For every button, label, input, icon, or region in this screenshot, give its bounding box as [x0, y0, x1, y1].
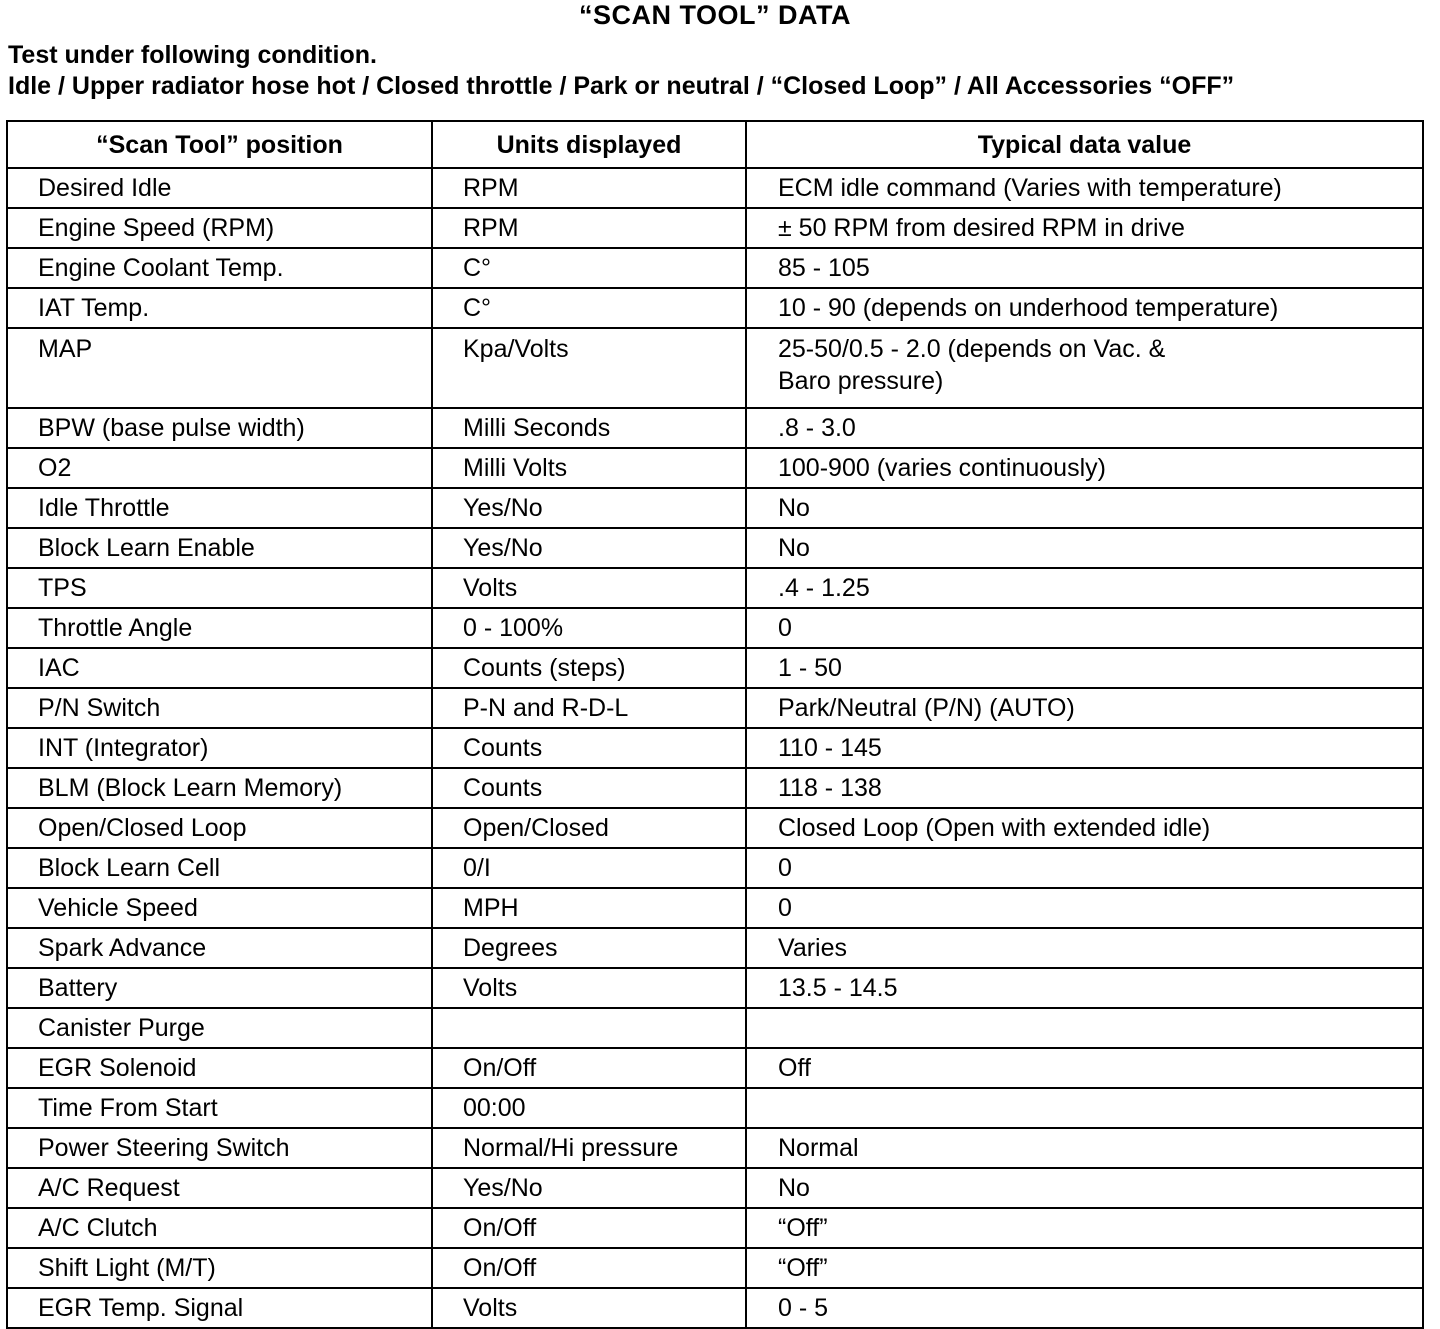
position-cell-text: P/N Switch	[38, 694, 161, 722]
units-cell-text: Yes/No	[463, 1174, 543, 1202]
value-cell	[746, 448, 1423, 488]
units-cell	[432, 768, 746, 808]
value-cell	[746, 808, 1423, 848]
position-cell	[7, 1288, 432, 1328]
table-row	[7, 1248, 1423, 1288]
units-cell-text: RPM	[463, 214, 519, 242]
position-cell	[7, 808, 432, 848]
value-cell	[746, 968, 1423, 1008]
value-cell	[746, 488, 1423, 528]
test-conditions	[8, 40, 1234, 102]
position-cell	[7, 888, 432, 928]
units-cell	[432, 1168, 746, 1208]
units-cell-text: RPM	[463, 174, 519, 202]
value-cell	[746, 1128, 1423, 1168]
table-row	[7, 528, 1423, 568]
table-row	[7, 208, 1423, 248]
table-row	[7, 1128, 1423, 1168]
units-cell-text: Normal/Hi pressure	[463, 1134, 679, 1162]
units-cell	[432, 488, 746, 528]
table-row	[7, 1088, 1423, 1128]
value-cell-text: No	[778, 1174, 810, 1202]
position-cell-text: Throttle Angle	[38, 614, 193, 642]
units-cell	[432, 1128, 746, 1168]
value-cell	[746, 408, 1423, 448]
position-cell	[7, 1168, 432, 1208]
value-cell-text: 0 - 5	[778, 1294, 829, 1322]
units-cell-text: Counts (steps)	[463, 654, 626, 682]
position-cell-text: Vehicle Speed	[38, 894, 198, 922]
units-cell	[432, 448, 746, 488]
position-cell	[7, 968, 432, 1008]
table-header-row	[7, 121, 1423, 168]
position-cell	[7, 248, 432, 288]
position-cell	[7, 608, 432, 648]
position-cell-text: IAT Temp.	[38, 294, 150, 322]
value-cell	[746, 328, 1423, 408]
position-cell	[7, 1248, 432, 1288]
value-cell-text: Closed Loop (Open with extended idle)	[778, 814, 1211, 842]
position-cell	[7, 1208, 432, 1248]
table-row	[7, 728, 1423, 768]
position-cell-text: EGR Temp. Signal	[38, 1294, 244, 1322]
position-cell	[7, 768, 432, 808]
table-row	[7, 1168, 1423, 1208]
value-cell	[746, 248, 1423, 288]
position-cell-text: IAC	[38, 654, 80, 682]
value-cell-text: No	[778, 534, 810, 562]
value-cell-text: 118 - 138	[778, 774, 882, 802]
page-title: “SCAN TOOL” DATA	[579, 0, 851, 30]
value-cell	[746, 568, 1423, 608]
units-cell-text: On/Off	[463, 1254, 537, 1282]
value-cell-text: 0	[778, 894, 792, 922]
table-row	[7, 328, 1423, 408]
position-cell	[7, 728, 432, 768]
table-row	[7, 768, 1423, 808]
units-cell-text: P-N and R-D-L	[463, 694, 629, 722]
table-row	[7, 848, 1423, 888]
units-cell	[432, 328, 746, 408]
value-cell-text: 10 - 90 (depends on underhood temperature)	[778, 294, 1279, 322]
units-cell-text: Volts	[463, 1294, 518, 1322]
table-row	[7, 408, 1423, 448]
value-cell-text: Off	[778, 1054, 811, 1082]
units-cell-text: Milli Seconds	[463, 414, 611, 442]
value-cell	[746, 1208, 1423, 1248]
value-cell-text: 0	[778, 614, 792, 642]
position-cell-text: Block Learn Cell	[38, 854, 221, 882]
position-cell	[7, 408, 432, 448]
units-cell-text: Counts	[463, 774, 543, 802]
value-cell	[746, 768, 1423, 808]
value-cell-text: 100-900 (varies continuously)	[778, 454, 1106, 482]
value-cell-text: ± 50 RPM from desired RPM in drive	[778, 214, 1185, 242]
position-cell-text: Time From Start	[38, 1094, 218, 1122]
units-cell-text: On/Off	[463, 1054, 537, 1082]
position-cell-text: Spark Advance	[38, 934, 207, 962]
position-cell-text: BLM (Block Learn Memory)	[38, 774, 343, 802]
position-cell	[7, 288, 432, 328]
units-cell-text: Volts	[463, 974, 518, 1002]
table-row	[7, 1048, 1423, 1088]
table-row	[7, 1288, 1423, 1328]
value-cell-text: .8 - 3.0	[778, 414, 856, 442]
units-cell-text: 0/I	[463, 854, 491, 882]
position-cell-text: Idle Throttle	[38, 494, 170, 522]
value-cell	[746, 1288, 1423, 1328]
units-cell-text: Kpa/Volts	[463, 335, 569, 363]
position-cell	[7, 568, 432, 608]
value-cell	[746, 928, 1423, 968]
value-cell	[746, 608, 1423, 648]
table-row	[7, 248, 1423, 288]
position-cell-text: Canister Purge	[38, 1014, 205, 1042]
position-cell	[7, 528, 432, 568]
table-row	[7, 928, 1423, 968]
value-cell-text: Normal	[778, 1134, 859, 1162]
position-cell-text: Shift Light (M/T)	[38, 1254, 216, 1282]
value-cell	[746, 208, 1423, 248]
table-row	[7, 808, 1423, 848]
position-cell	[7, 1088, 432, 1128]
units-cell-text: On/Off	[463, 1214, 537, 1242]
header-typical-data-value: Typical data value	[746, 121, 1423, 168]
value-cell-text: “Off”	[778, 1214, 828, 1242]
value-cell-text: 85 - 105	[778, 254, 870, 282]
position-cell-text: A/C Request	[38, 1174, 180, 1202]
units-cell	[432, 928, 746, 968]
value-cell-text: Park/Neutral (P/N) (AUTO)	[778, 694, 1075, 722]
table-row	[7, 608, 1423, 648]
units-cell-text: Milli Volts	[463, 454, 568, 482]
position-cell	[7, 208, 432, 248]
units-cell	[432, 248, 746, 288]
units-cell-text: MPH	[463, 894, 519, 922]
value-cell-text: Varies	[778, 934, 848, 962]
position-cell-text: MAP	[38, 335, 93, 363]
units-cell	[432, 848, 746, 888]
units-cell	[432, 1088, 746, 1128]
conditions-heading: Test under following condition.	[8, 41, 377, 69]
units-cell	[432, 968, 746, 1008]
position-cell-text: Power Steering Switch	[38, 1134, 290, 1162]
value-cell	[746, 1248, 1423, 1288]
position-cell	[7, 1008, 432, 1048]
table-row	[7, 568, 1423, 608]
table-row	[7, 1208, 1423, 1248]
table-row	[7, 968, 1423, 1008]
table-row	[7, 288, 1423, 328]
position-cell	[7, 848, 432, 888]
value-cell-text: 25-50/0.5 - 2.0 (depends on Vac. & Baro pressure)	[778, 335, 1166, 395]
scan-tool-data-table	[6, 120, 1424, 1329]
position-cell	[7, 688, 432, 728]
value-cell-text: 110 - 145	[778, 734, 882, 762]
units-cell	[432, 1008, 746, 1048]
units-cell	[432, 688, 746, 728]
units-cell-text: C°	[463, 254, 492, 282]
value-cell	[746, 728, 1423, 768]
units-cell	[432, 408, 746, 448]
table-row	[7, 888, 1423, 928]
value-cell-text: No	[778, 494, 810, 522]
units-cell-text: Counts	[463, 734, 543, 762]
value-cell	[746, 648, 1423, 688]
units-cell-text: Yes/No	[463, 534, 543, 562]
units-cell-text: Yes/No	[463, 494, 543, 522]
units-cell	[432, 568, 746, 608]
units-cell-text: Degrees	[463, 934, 558, 962]
units-cell	[432, 1048, 746, 1088]
units-cell-text: 0 - 100%	[463, 614, 564, 642]
units-cell-text: Volts	[463, 574, 518, 602]
value-cell-text: 13.5 - 14.5	[778, 974, 898, 1002]
conditions-list: Idle / Upper radiator hose hot / Closed throttle / Park or neutral / “Closed Loop” / All Accessories “OFF”	[8, 72, 1235, 100]
value-cell-text: 0	[778, 854, 792, 882]
units-cell	[432, 288, 746, 328]
position-cell-text: Engine Coolant Temp.	[38, 254, 284, 282]
position-cell	[7, 448, 432, 488]
value-cell-text: 1 - 50	[778, 654, 842, 682]
header-units-displayed: Units displayed	[432, 121, 746, 168]
units-cell	[432, 808, 746, 848]
table-row	[7, 648, 1423, 688]
table-row	[7, 488, 1423, 528]
table-row	[7, 448, 1423, 488]
position-cell-text: BPW (base pulse width)	[38, 414, 305, 442]
units-cell	[432, 528, 746, 568]
value-cell-text: ECM idle command (Varies with temperature)	[778, 174, 1282, 202]
value-cell	[746, 1168, 1423, 1208]
value-cell	[746, 688, 1423, 728]
position-cell	[7, 648, 432, 688]
position-cell-text: EGR Solenoid	[38, 1054, 197, 1082]
position-cell	[7, 1128, 432, 1168]
units-cell	[432, 648, 746, 688]
position-cell	[7, 168, 432, 208]
position-cell-text: A/C Clutch	[38, 1214, 158, 1242]
position-cell-text: O2	[38, 454, 72, 482]
units-cell	[432, 168, 746, 208]
position-cell-text: INT (Integrator)	[38, 734, 209, 762]
value-cell	[746, 888, 1423, 928]
value-cell	[746, 528, 1423, 568]
units-cell	[432, 208, 746, 248]
units-cell	[432, 728, 746, 768]
value-cell	[746, 168, 1423, 208]
value-cell	[746, 1048, 1423, 1088]
value-cell-text: “Off”	[778, 1254, 828, 1282]
units-cell	[432, 1288, 746, 1328]
table-row	[7, 1008, 1423, 1048]
units-cell-text: Open/Closed	[463, 814, 609, 842]
table-row	[7, 168, 1423, 208]
position-cell-text: Battery	[38, 974, 118, 1002]
units-cell	[432, 888, 746, 928]
position-cell	[7, 328, 432, 408]
value-cell	[746, 1088, 1423, 1128]
table-body	[7, 168, 1423, 1328]
position-cell-text: Block Learn Enable	[38, 534, 255, 562]
units-cell-text: C°	[463, 294, 492, 322]
value-cell	[746, 288, 1423, 328]
position-cell-text: Open/Closed Loop	[38, 814, 247, 842]
position-cell-text: Engine Speed (RPM)	[38, 214, 275, 242]
units-cell	[432, 608, 746, 648]
position-cell	[7, 1048, 432, 1088]
units-cell	[432, 1248, 746, 1288]
value-cell-text: .4 - 1.25	[778, 574, 870, 602]
units-cell	[432, 1208, 746, 1248]
header-scan-tool-position: “Scan Tool” position	[7, 121, 432, 168]
position-cell	[7, 488, 432, 528]
position-cell-text: Desired Idle	[38, 174, 172, 202]
table-row	[7, 688, 1423, 728]
value-cell	[746, 848, 1423, 888]
units-cell-text: 00:00	[463, 1094, 526, 1122]
position-cell-text: TPS	[38, 574, 87, 602]
position-cell	[7, 928, 432, 968]
value-cell	[746, 1008, 1423, 1048]
